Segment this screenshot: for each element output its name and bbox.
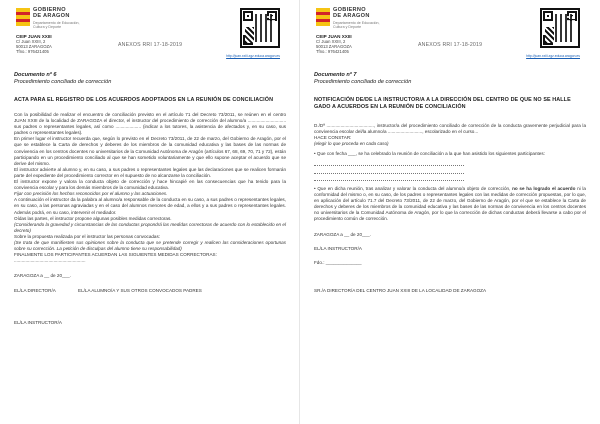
document-number: Documento nº 6 (14, 72, 57, 78)
gov-sub: Departamento de Educación, Cultura y Deporte (33, 21, 80, 29)
paragraph: (Considerando la gravedad y circunstancias de las conductas propondrá las medidas correctoras de acuerdo con lo establecido en el decreto) (14, 221, 286, 233)
school-address-1: C/ Juan XXIII, 2 (16, 39, 46, 44)
blank-line[interactable] (314, 168, 464, 174)
school-phone: Tfno.: 976421405 (316, 49, 349, 54)
document-page-7 (300, 0, 600, 424)
place-date: ZARAGOZA a __ de 20___. (314, 231, 371, 237)
paragraph: A continuación el instructor da la palabra al alumno/a responsable de la conducta en su caso, a sus padres o representantes legales, en su caso, a las personas agraviadas y en el caso del alumnos menores de edad, a ellos y a sus padres o representantes legales. Además podrá, en su caso, intervenir el mediador. (14, 197, 286, 215)
blank-line[interactable] (314, 175, 464, 181)
signature-student-parents: EL/LA ALUMNO/A Y SUS OTROS CONVOCADOS PADRES (78, 288, 202, 294)
annex-label: ANEXOS RRI 17-18-2019 (418, 42, 483, 48)
hace-constar-note: (elegir lo que proceda en cada caso) (314, 141, 389, 147)
gobierno-aragon-logo (316, 6, 382, 32)
paragraph: Fijar con precisión los hechos reconocidos por el alumno y las actuaciones. (14, 191, 168, 197)
paragraph: • Que en dicha reunión, tras analizar y valorar la conducta del alumno/a objeto de corrección, no se ha logrado el acuerdo ni la conformidad del mismo o, en su caso, de los padres o representantes legales con las medidas de corrección propuestas, por lo que, en aplicación del artículo 71.7 del Decreto 73/2011, de 22 de marzo, del Gobierno de Aragón, por el que se establece la Carta de derechos y deberes de los miembros de la comunidad educativa y las bases de las normas de convivencia en los centros docentes no universitarios de la Comunidad Autónoma de Aragón, por lo que la corrección de dichas conductas deberá llevarse a cabo por el procedimiento común de corrección. (314, 185, 586, 222)
school-address-2: 50013 ZARAGOZA (316, 44, 352, 49)
school-address-1: C/ Juan XXIII, 2 (316, 39, 346, 44)
paragraph: (Se trata de que manifiesten sus opiniones sobre la conducta que se pretende corregir y realicen las consideraciones oportunas sobre su corrección. La petición de disculpas del alumno tiene su responsabilidad) (14, 239, 286, 252)
document-body (14, 112, 286, 264)
addressee: SR./A DIRECTOR/A DEL CENTRO JUAN XXIII DE LA LOCALIDAD DE ZARAGOZA (314, 287, 487, 293)
school-name: CEIP JUAN XXIII (16, 34, 52, 39)
dotted-line: ........................................................ (14, 258, 86, 264)
school-address-2: 50013 ZARAGOZA (16, 44, 52, 49)
page-header (314, 4, 586, 56)
signature-row (14, 288, 286, 294)
paragraph: El instructor advierte al alumno y, en su caso, a sus padres o representantes legales que las declaraciones que se realicen formarán parte del expediente del procedimiento corrector en el supuesto de no alcanzarse la conciliación. (14, 166, 286, 178)
document-body (314, 123, 586, 223)
document-subtitle: Procedimiento conciliado de corrección (14, 79, 112, 85)
paragraph: D./Dª ....................................., instructor/a del procedimiento conciliado de corrección de la conducta gravemente perjudicial para la convivencia escolar del/la alumno/a ..........................., escolarizado en el curso... (314, 123, 586, 135)
paragraph: El instructor expone y valora la conducta objeto de corrección y hace hincapié en las consecuencias que ha tenido para la convivencia escolar y para los demás miembros de la comunidad educativa. (14, 179, 286, 191)
paragraph: Oídas las partes, el instructor propone algunas posibles medidas correctoras. (14, 215, 172, 221)
annex-label: ANEXOS RRI 17-18-2019 (118, 42, 183, 48)
school-phone: Tfno.: 976421405 (16, 49, 49, 54)
school-info (16, 34, 52, 54)
gov-name: GOBIERNO DE ARAGON (333, 7, 370, 20)
paragraph: En primer lugar el instructor recuerda que, según lo previsto en el Decreto 73/2011, de 22 de marzo, del Gobierno de Aragón, por el que se establece la Carta de derechos y deberes de los miembros de la comunidad educativa y las bases de las normas de convivencia en los centros docentes no universitarios de la Comunidad Autónoma de Aragón (artículos 67, 68, 69, 70, 71 y 72), están participando en un procedimiento conciliado al que se han sometido voluntariamente y que ello supone aceptar el acuerdo que se derive del mismo. (14, 136, 286, 166)
blank-line[interactable] (314, 160, 464, 166)
gov-sub: Departamento de Educación, Cultura y Deporte (333, 21, 380, 29)
hace-constar: HACE CONSTAR: (314, 135, 352, 141)
document-title: NOTIFICACIÓN DE/DE LA INSTRUCTOR/A A LA DIRECCIÓN DEL CENTRO DE QUE NO SE HALLE GADO A ACUERDOS EN LA REUNIÓN DE CONCILIACIÓN (314, 97, 571, 110)
document-number: Documento nº 7 (314, 72, 357, 78)
school-name: CEIP JUAN XXIII (316, 34, 352, 39)
paragraph: • Que con fecha ___, se ha celebrado la reunión de conciliación a la que han asistido los siguientes participantes: (314, 151, 545, 157)
signature-instructor: EL/LA INSTRUCTOR/A (14, 320, 62, 326)
place-date: ZARAGOZA a __ de 20___. (14, 273, 71, 279)
qr-url-link[interactable]: http://juan.xxiii.zgz.educa.aragon.es (226, 54, 280, 58)
qr-code-icon (240, 8, 280, 48)
gov-name: GOBIERNO DE ARAGON (33, 7, 70, 20)
qr-url-link[interactable]: http://juan.xxiii.zgz.educa.aragon.es (526, 54, 580, 58)
paragraph: Con la posibilidad de realizar el encuentro de conciliación previsto en el artículo 71 del Decreto 73/2011, se reúnen en el centro JUAN XXIII de la localidad de ZARAGOZA el director, el instructor del procedimiento de corrección del alumno/a .............................. sus padres o representantes legales, así como .................... (indicar a los tutores, la asistencia de afectados y, en su caso, sus padres o representantes legales). (14, 112, 286, 136)
signature-instructor: EL/LA INSTRUCTOR/A (314, 245, 362, 251)
signature-fdo: Fdo.: ______________ (314, 259, 362, 265)
aragon-flag-icon (16, 8, 30, 26)
gobierno-aragon-logo (16, 6, 82, 32)
qr-code-icon (540, 8, 580, 48)
paragraph: Sobre la propuesta realizada por el instructor las personas convocadas: (14, 233, 161, 239)
document-subtitle: Procedimiento conciliado de corrección (314, 79, 412, 85)
page-header (14, 4, 286, 56)
signature-director: EL/LA DIRECTOR/A (14, 288, 56, 294)
aragon-flag-icon (316, 8, 330, 26)
paragraph: FINALMENTE LOS PARTICIPANTES ACUERDAN LAS SIGUIENTES MEDIDAS CORRECTORAS: (14, 252, 217, 258)
school-info (316, 34, 352, 54)
document-title: ACTA PARA EL REGISTRO DE LOS ACUERDOS ADOPTADOS EN LA REUNIÓN DE CONCILIACIÓN (14, 97, 274, 103)
